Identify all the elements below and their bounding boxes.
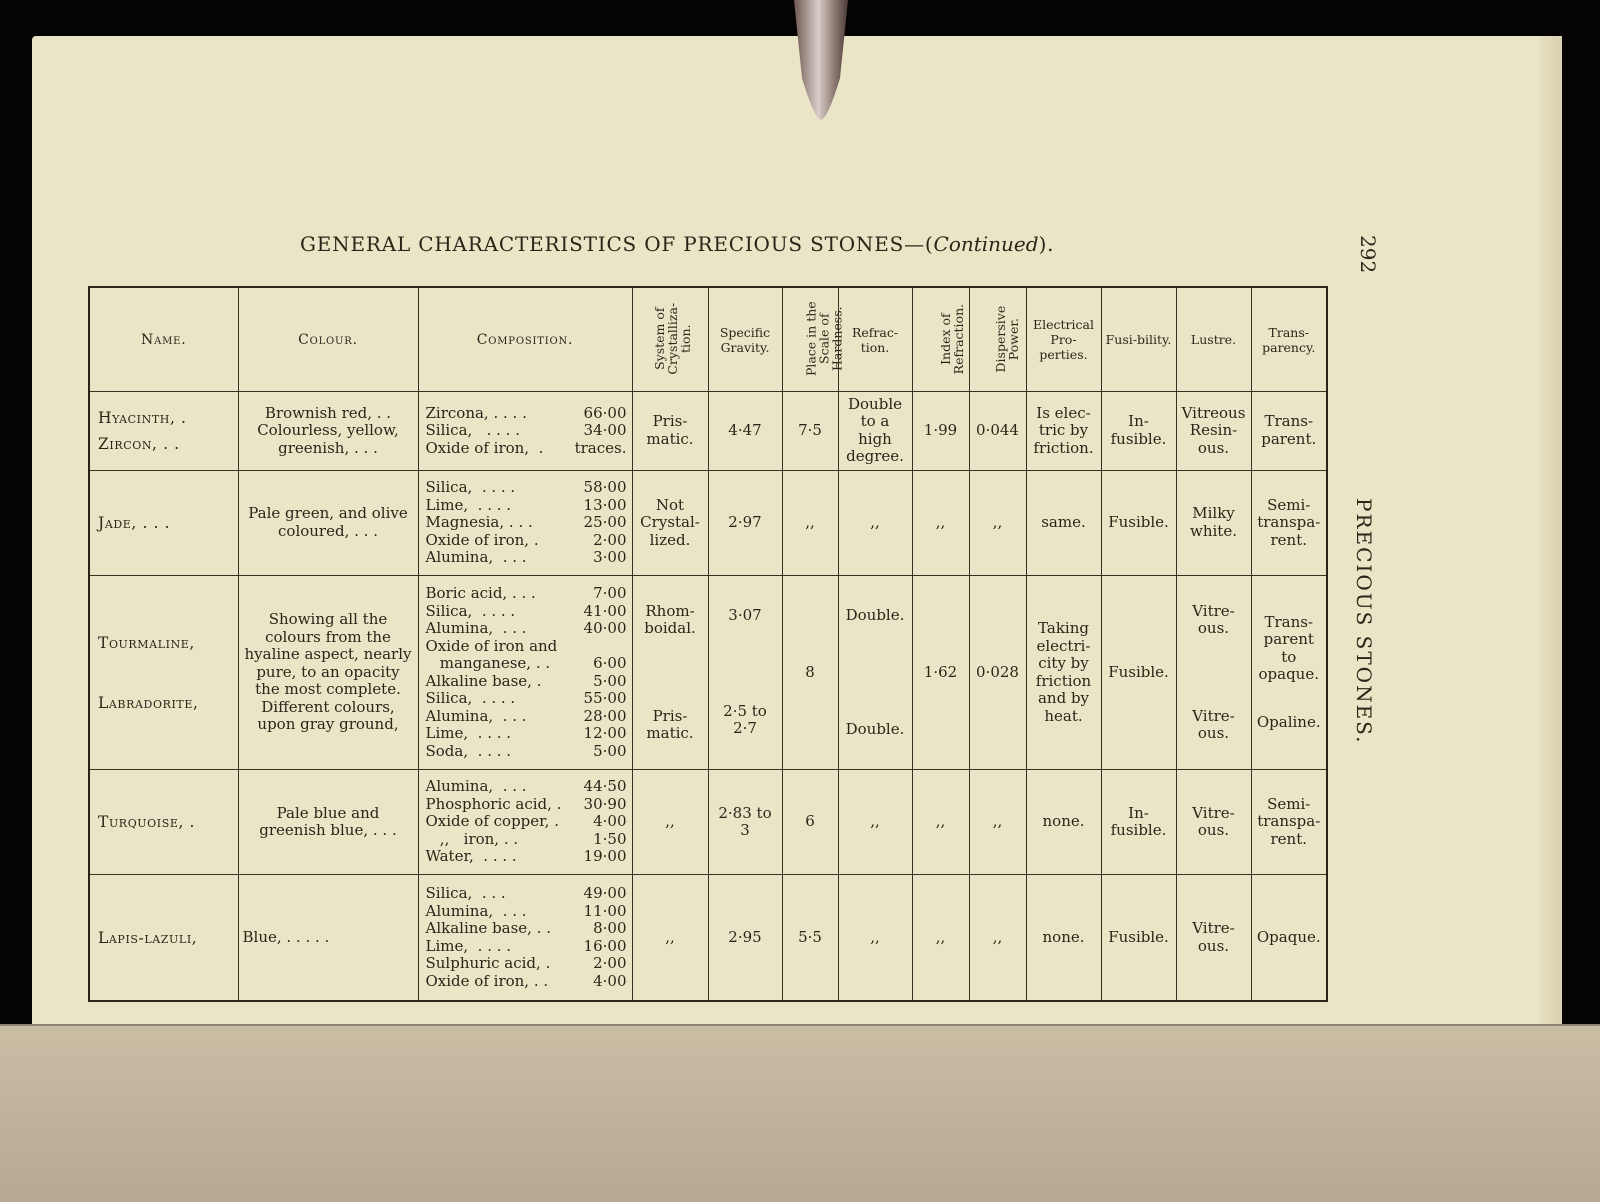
ingredient-value: 2·00 [593, 530, 627, 549]
ingredient-value: 66·00 [583, 403, 627, 422]
ingredient-name: Oxide of copper, . [425, 812, 559, 831]
table-row [90, 875, 1326, 1000]
ingredient-value: 4·00 [593, 971, 627, 990]
stone-lustre: Vitre-ous. [1176, 770, 1251, 875]
stone-transparency: Trans-parent. [1251, 392, 1326, 471]
stone-index: ,, [912, 770, 969, 875]
stone-fusibility: Fusible. [1101, 875, 1176, 1000]
composition-line [426, 955, 627, 973]
stone-name: Turquoise, . [90, 770, 238, 875]
stone-composition [418, 770, 632, 875]
stone-refraction: ,, [838, 770, 912, 875]
stone-refraction: Double to a high degree. [838, 392, 912, 471]
ingredient-value: 6·00 [593, 654, 627, 673]
ingredient-value: 30·90 [583, 794, 627, 813]
stone-gravity: 2·97 [708, 470, 782, 575]
composition-line [426, 422, 627, 440]
ingredient-name: Silica, . . . . [425, 601, 516, 620]
header-hardness: Place in the Scale of Hardness. [782, 288, 838, 392]
stone-lustre: Milky white. [1176, 470, 1251, 575]
bookmark-clip-icon [788, 0, 854, 122]
stone-lustre: Vitre-ous. [1176, 875, 1251, 1000]
stone-lustre: Vitre-ous. Vitre-ous. [1176, 576, 1251, 770]
composition-line [426, 831, 627, 849]
ingredient-name: manganese, . . [425, 654, 551, 673]
composition-line [426, 848, 627, 866]
ingredient-name: Lime, . . . . [425, 495, 512, 514]
stone-colour: Pale blue and greenish blue, . . . [238, 770, 418, 875]
ingredient-value: 44·50 [583, 777, 627, 796]
stone-refraction: ,, [838, 875, 912, 1000]
stone-hardness: ,, [782, 470, 838, 575]
ingredient-value: 5·00 [593, 671, 627, 690]
stone-dispersive: ,, [969, 470, 1026, 575]
ingredient-value: 7·00 [593, 584, 627, 603]
composition-line [426, 620, 627, 638]
composition-line [426, 585, 627, 603]
composition-line [426, 973, 627, 991]
composition-line [426, 440, 627, 458]
stone-electrical: none. [1026, 875, 1101, 1000]
ingredient-name: Oxide of iron, . . [425, 971, 549, 990]
stone-hardness: 7·5 [782, 392, 838, 471]
composition-line [426, 725, 627, 743]
ingredient-name: Oxide of iron and [425, 636, 558, 655]
stone-composition [418, 392, 632, 471]
ingredient-value: 34·00 [583, 421, 627, 440]
composition-line [426, 497, 627, 515]
ingredient-name: Lime, . . . . [425, 724, 512, 743]
ingredient-name: Zircona, . . . . [425, 403, 527, 422]
stone-composition [418, 875, 632, 1000]
composition-line [426, 638, 627, 656]
ingredient-value: 19·00 [583, 847, 627, 866]
composition-line [426, 655, 627, 673]
ingredient-name: Alkaline base, . [425, 671, 542, 690]
stone-hardness: 5·5 [782, 875, 838, 1000]
stone-index: ,, [912, 470, 969, 575]
stone-crystallization: Not Crystal-lized. [632, 470, 708, 575]
stone-dispersive: ,, [969, 770, 1026, 875]
stone-name: Hyacinth, . Zircon, . . [90, 392, 238, 471]
ingredient-value: 28·00 [583, 706, 627, 725]
composition-line [426, 885, 627, 903]
ingredient-name: Silica, . . . [425, 884, 506, 903]
composition-line [426, 532, 627, 550]
stone-dispersive: 0·044 [969, 392, 1026, 471]
header-index: Index of Refraction. [912, 288, 969, 392]
running-head: PRECIOUS STONES. [1352, 498, 1376, 745]
stone-dispersive: ,, [969, 875, 1026, 1000]
stone-lustre: Vitreous Resin-ous. [1176, 392, 1251, 471]
stone-transparency: Semi-transpa-rent. [1251, 470, 1326, 575]
stone-index: ,, [912, 875, 969, 1000]
header-transparency: Trans-parency. [1251, 288, 1326, 392]
ingredient-value: 49·00 [583, 884, 627, 903]
stone-hardness: 6 [782, 770, 838, 875]
ingredient-value: 4·00 [593, 812, 627, 831]
header-composition: Composition. [418, 288, 632, 392]
ingredient-name: Boric acid, . . . [425, 584, 536, 603]
header-gravity: Specific Gravity. [708, 288, 782, 392]
header-name: Name. [90, 288, 238, 392]
ingredient-name: Phosphoric acid, . [425, 794, 562, 813]
ingredient-value: 11·00 [583, 901, 627, 920]
ingredient-value: 5·00 [593, 741, 627, 760]
stone-electrical: Is elec-tric by friction. [1026, 392, 1101, 471]
page-number: 292 [1356, 235, 1380, 274]
ingredient-name: Water, . . . . [425, 847, 517, 866]
header-refraction: Refrac-tion. [838, 288, 912, 392]
stone-transparency: Trans-parent to opaque. Opaline. [1251, 576, 1326, 770]
ingredient-value: 8·00 [593, 919, 627, 938]
stone-name: Jade, . . . [90, 470, 238, 575]
composition-line [426, 778, 627, 796]
stone-gravity: 2·83 to 3 [708, 770, 782, 875]
ingredient-value: 25·00 [583, 513, 627, 532]
table-row [90, 392, 1326, 471]
stone-fusibility: Fusible. [1101, 470, 1176, 575]
ingredient-value: traces. [574, 438, 627, 457]
composition-line [426, 920, 627, 938]
composition-line [426, 708, 627, 726]
stone-electrical: Taking electri-city by friction and by heat. [1026, 576, 1101, 770]
composition-line [426, 903, 627, 921]
stone-fusibility: In-fusible. [1101, 770, 1176, 875]
stone-colour: Showing all the colours from the hyaline aspect, nearly pure, to an opacity the most complete. Different colours, upon gray ground, [238, 576, 418, 770]
header-fusibility: Fusi-bility. [1101, 288, 1176, 392]
stone-fusibility: In-fusible. [1101, 392, 1176, 471]
stone-composition [418, 576, 632, 770]
composition-line [426, 603, 627, 621]
header-row [90, 288, 1326, 392]
stone-name: Tourmaline, Labradorite, [90, 576, 238, 770]
ingredient-name: Oxide of iron, . [425, 530, 539, 549]
ingredient-value: 41·00 [583, 601, 627, 620]
composition-line [426, 690, 627, 708]
stone-transparency: Semi-transpa-rent. [1251, 770, 1326, 875]
stone-name: Lapis-lazuli, [98, 928, 198, 947]
stone-hardness: 8 [782, 576, 838, 770]
stone-colour: Pale green, and olive coloured, . . . [238, 470, 418, 575]
stone-crystallization: Rhom-boidal. Pris-matic. [632, 576, 708, 770]
ingredient-value: 55·00 [583, 689, 627, 708]
header-crystallization: System of Crystalliza- tion. [632, 288, 708, 392]
table-row [90, 770, 1326, 875]
composition-line [426, 813, 627, 831]
composition-line [426, 479, 627, 497]
page-edge [1540, 36, 1562, 1026]
ingredient-name: Sulphuric acid, . [425, 954, 551, 973]
header-colour: Colour. [238, 288, 418, 392]
stone-refraction: Double. Double. [838, 576, 912, 770]
header-dispersive: Dispersive Power. [969, 288, 1026, 392]
stone-colour: Blue, . . . . . [238, 875, 418, 1000]
table-row [90, 470, 1326, 575]
ingredient-name: Alumina, . . . [425, 548, 527, 567]
header-electrical: Electrical Pro-perties. [1026, 288, 1101, 392]
ingredient-value: 58·00 [583, 478, 627, 497]
ingredient-name: Alumina, . . . [425, 901, 527, 920]
stone-electrical: none. [1026, 770, 1101, 875]
ingredient-name: Silica, . . . . [425, 421, 520, 440]
stone-index: 1·99 [912, 392, 969, 471]
ingredient-name: Alumina, . . . [425, 619, 527, 638]
composition-line [426, 743, 627, 761]
ingredient-value: 13·00 [583, 495, 627, 514]
ingredient-value: 3·00 [593, 548, 627, 567]
page-title: GENERAL CHARACTERISTICS OF PRECIOUS STONES—(Continued). [300, 232, 1055, 256]
stone-fusibility: Fusible. [1101, 576, 1176, 770]
header-lustre: Lustre. [1176, 288, 1251, 392]
ingredient-name: Silica, . . . . [425, 689, 516, 708]
ingredient-value: 40·00 [583, 619, 627, 638]
stone-electrical: same. [1026, 470, 1101, 575]
stone-crystallization: Pris-matic. [632, 392, 708, 471]
stone-transparency: Opaque. [1251, 875, 1326, 1000]
stone-dispersive: 0·028 [969, 576, 1026, 770]
ingredient-name: Silica, . . . . [425, 478, 516, 497]
composition-line [426, 796, 627, 814]
stone-crystallization: ,, [632, 875, 708, 1000]
ingredient-name: Oxide of iron, . [425, 438, 544, 457]
composition-line [426, 938, 627, 956]
composition-line [426, 549, 627, 567]
stone-colour: Brownish red, . . Colourless, yellow, greenish, . . . [238, 392, 418, 471]
composition-line [426, 514, 627, 532]
stone-gravity: 3·07 2·5 to 2·7 [708, 576, 782, 770]
ingredient-name: ,, iron, . . [425, 829, 519, 848]
stone-crystallization: ,, [632, 770, 708, 875]
stone-index: 1·62 [912, 576, 969, 770]
characteristics-table [88, 286, 1328, 1002]
stone-gravity: 2·95 [708, 875, 782, 1000]
table-row [90, 576, 1326, 770]
composition-line [426, 673, 627, 691]
ingredient-name: Alumina, . . . [425, 706, 527, 725]
ingredient-name: Magnesia, . . . [425, 513, 533, 532]
ingredient-value: 1·50 [593, 829, 627, 848]
ingredient-name: Alkaline base, . . [425, 919, 552, 938]
stone-gravity: 4·47 [708, 392, 782, 471]
ingredient-name: Lime, . . . . [425, 936, 512, 955]
ingredient-value: 2·00 [593, 954, 627, 973]
stone-refraction: ,, [838, 470, 912, 575]
ingredient-value: 16·00 [583, 936, 627, 955]
ingredient-value: 12·00 [583, 724, 627, 743]
ingredient-name: Alumina, . . . [425, 777, 527, 796]
book-lower-edge [0, 1024, 1600, 1202]
ingredient-name: Soda, . . . . [425, 741, 512, 760]
stone-composition [418, 470, 632, 575]
composition-line [426, 405, 627, 423]
